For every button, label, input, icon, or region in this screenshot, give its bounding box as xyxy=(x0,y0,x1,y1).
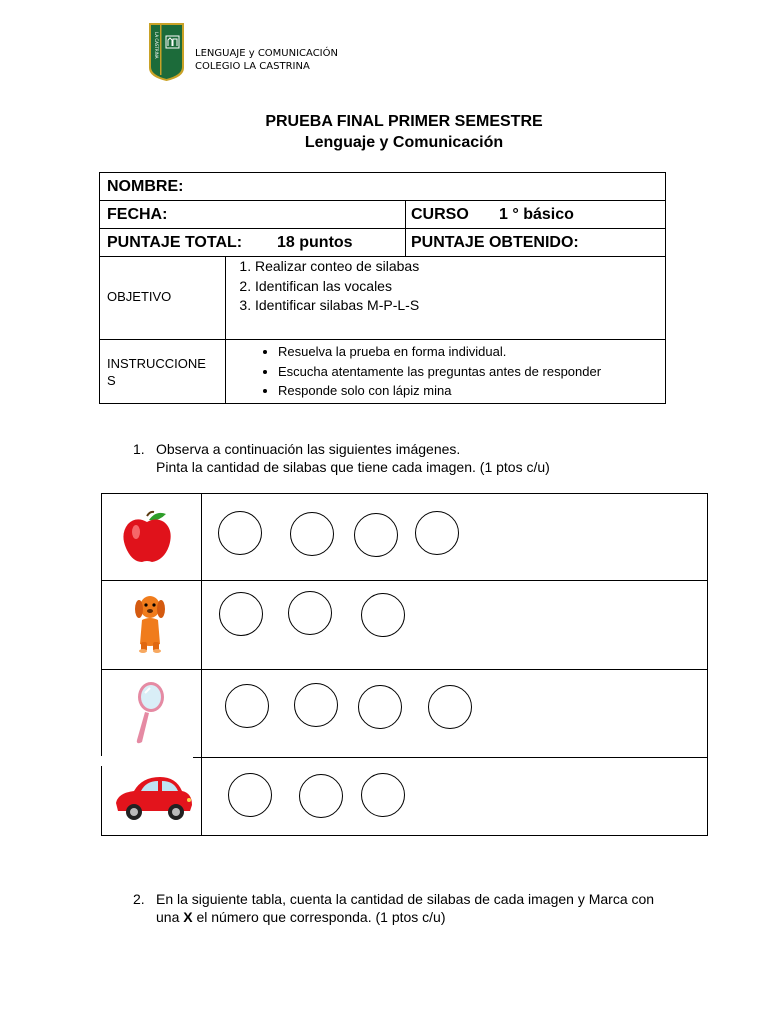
puntaje-total-value: 18 puntos xyxy=(277,234,353,251)
apple-image xyxy=(116,510,178,571)
curso-label: CURSO xyxy=(411,206,469,223)
instrucciones-list xyxy=(226,342,665,401)
fecha-label: FECHA: xyxy=(107,206,168,223)
puntaje-total-label: PUNTAJE TOTAL: xyxy=(107,234,243,251)
nombre-row xyxy=(100,173,665,201)
syllable-circle[interactable] xyxy=(415,511,459,555)
objetivo-item: 1. Realizar conteo de silabas xyxy=(255,257,665,277)
question-2-line2-post: el número que corresponda. (1 ptos c/u) xyxy=(192,909,446,925)
objetivo-label: OBJETIVO xyxy=(107,289,172,304)
objetivo-row xyxy=(100,257,665,340)
syllable-circle[interactable] xyxy=(294,683,338,727)
question-1-line2: Pinta la cantidad de silabas que tiene cada imagen. (1 ptos c/u) xyxy=(156,459,550,475)
syllable-circle[interactable] xyxy=(225,684,269,728)
svg-text:LA CASTRINA: LA CASTRINA xyxy=(154,32,159,59)
info-table xyxy=(99,172,666,404)
syllable-circle[interactable] xyxy=(428,685,472,729)
school-header xyxy=(195,47,338,73)
instruccion-item: • Escucha atentamente las preguntas antes de responder xyxy=(278,362,665,382)
exam-title xyxy=(0,111,768,153)
syllable-circle[interactable] xyxy=(361,593,405,637)
exam-title-line2: Lenguaje y Comunicación xyxy=(304,134,504,151)
puntaje-row xyxy=(100,229,665,257)
instrucciones-label-line1: INSTRUCCIONE xyxy=(107,356,206,371)
objetivo-item: 2. Identifican las vocales xyxy=(255,277,665,297)
instrucciones-label xyxy=(107,355,206,389)
fecha-row xyxy=(100,201,665,229)
puntaje-obtenido-label: PUNTAJE OBTENIDO: xyxy=(411,234,579,251)
objetivos-list xyxy=(226,257,665,316)
question-1 xyxy=(133,440,733,480)
car-image xyxy=(112,771,194,828)
school-subject: LENGUAJE y COMUNICACIÓN xyxy=(195,48,338,59)
syllable-table xyxy=(101,493,708,836)
syllable-circle[interactable] xyxy=(218,511,262,555)
nombre-label: NOMBRE: xyxy=(107,178,184,195)
mirror-image xyxy=(132,680,166,751)
school-name: COLEGIO LA CASTRINA xyxy=(195,61,310,72)
instrucciones-cell xyxy=(226,340,665,404)
question-2 xyxy=(133,890,733,930)
question-2-line1: En la siguiente tabla, cuenta la cantidad de silabas de cada imagen y Marca con xyxy=(156,891,655,907)
question-2-number: 2. xyxy=(133,891,145,907)
instrucciones-label-line2: S xyxy=(107,373,116,388)
instruccion-item: • Resuelva la prueba en forma individual. xyxy=(278,342,665,362)
syllable-circle[interactable] xyxy=(290,512,334,556)
dog-image xyxy=(130,592,170,661)
objetivo-item: 3. Identificar silabas M-P-L-S xyxy=(255,296,665,316)
syllable-circle[interactable] xyxy=(219,592,263,636)
question-2-line2-pre: una xyxy=(156,909,184,925)
question-2-x-mark: X xyxy=(183,909,193,925)
syllable-circle[interactable] xyxy=(299,774,343,818)
school-logo xyxy=(148,22,185,82)
syllable-circle[interactable] xyxy=(228,773,272,817)
question-1-line1: Observa a continuación las siguientes imágenes. xyxy=(156,441,461,457)
curso-value: 1 ° básico xyxy=(499,206,574,223)
syllable-circle[interactable] xyxy=(361,773,405,817)
instrucciones-row xyxy=(100,340,665,404)
instruccion-item: • Responde solo con lápiz mina xyxy=(278,381,665,401)
syllable-circle[interactable] xyxy=(354,513,398,557)
question-1-number: 1. xyxy=(133,441,145,457)
syllable-circle[interactable] xyxy=(288,591,332,635)
syllable-circle[interactable] xyxy=(358,685,402,729)
objetivos-cell xyxy=(226,257,665,339)
exam-title-line1: PRUEBA FINAL PRIMER SEMESTRE xyxy=(265,113,543,130)
question-2-line2 xyxy=(156,908,446,926)
